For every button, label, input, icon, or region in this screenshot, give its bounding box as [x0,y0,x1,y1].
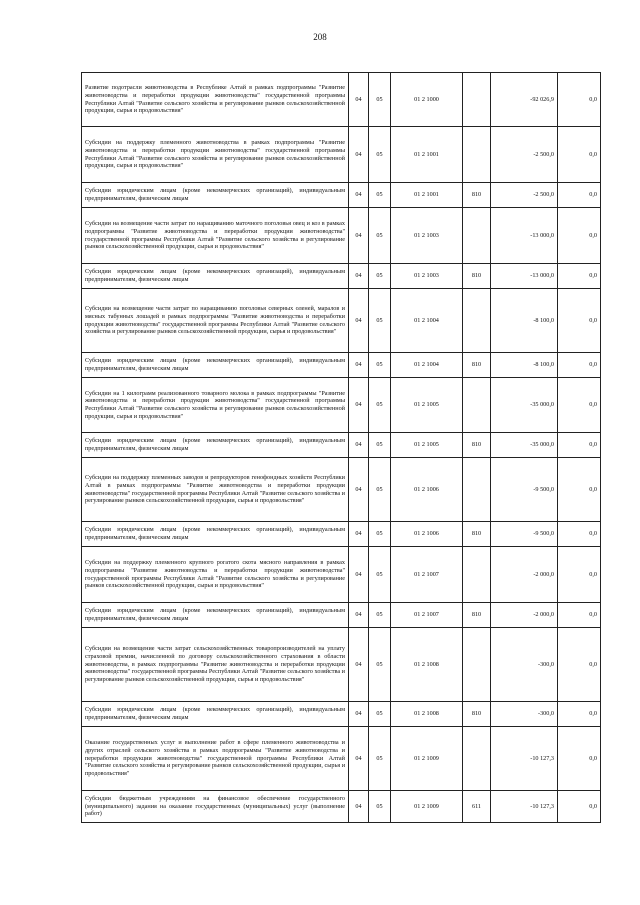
section-code-cell: 04 [349,378,369,433]
expense-name-cell: Субсидии юридическим лицам (кроме некоммерческих организаций), индивидуальным предпринимателям, физическим лицам [82,603,349,628]
change-amount-cell: 0,0 [558,603,601,628]
table-row [82,727,601,791]
expense-type-cell [463,628,491,702]
subsection-code-cell: 05 [369,289,391,353]
target-article-cell: 01 2 1007 [391,603,463,628]
change-amount-cell: 0,0 [558,727,601,791]
table-row [82,458,601,522]
expense-type-cell: 810 [463,603,491,628]
expense-name-cell: Субсидии юридическим лицам (кроме некоммерческих организаций), индивидуальным предпринимателям, физическим лицам [82,183,349,208]
expense-name-cell: Субсидии юридическим лицам (кроме некоммерческих организаций), индивидуальным предпринимателям, физическим лицам [82,522,349,547]
change-amount-cell: 0,0 [558,791,601,823]
table-row [82,208,601,264]
expense-name-cell: Субсидии на поддержку племенного животноводства в рамках подпрограммы "Развитие животноводства и переработки продукции животноводства" государственной программы Республики Алтай "Развитие сельского хозяйства и регулирование рынков сельскохозяйственной продукции, сырья и продовольствия" [82,127,349,183]
amount-cell: -13 000,0 [491,264,558,289]
target-article-cell: 01 2 1008 [391,628,463,702]
target-article-cell: 01 2 1006 [391,458,463,522]
subsection-code-cell: 05 [369,702,391,727]
amount-cell: -35 000,0 [491,378,558,433]
subsection-code-cell: 05 [369,522,391,547]
change-amount-cell: 0,0 [558,127,601,183]
expense-name-cell: Субсидии юридическим лицам (кроме некоммерческих организаций), индивидуальным предпринимателям, физическим лицам [82,702,349,727]
amount-cell: -2 000,0 [491,603,558,628]
target-article-cell: 01 2 1000 [391,73,463,127]
section-code-cell: 04 [349,73,369,127]
amount-cell: -300,0 [491,628,558,702]
section-code-cell: 04 [349,522,369,547]
target-article-cell: 01 2 1007 [391,547,463,603]
amount-cell: -2 500,0 [491,183,558,208]
amount-cell: -8 100,0 [491,289,558,353]
target-article-cell: 01 2 1003 [391,208,463,264]
section-code-cell: 04 [349,289,369,353]
section-code-cell: 04 [349,127,369,183]
expense-type-cell: 810 [463,702,491,727]
target-article-cell: 01 2 1006 [391,522,463,547]
amount-cell: -2 000,0 [491,547,558,603]
section-code-cell: 04 [349,208,369,264]
amount-cell: -92 026,9 [491,73,558,127]
change-amount-cell: 0,0 [558,458,601,522]
section-code-cell: 04 [349,791,369,823]
amount-cell: -13 000,0 [491,208,558,264]
section-code-cell: 04 [349,628,369,702]
subsection-code-cell: 05 [369,791,391,823]
amount-cell: -10 127,3 [491,791,558,823]
amount-cell: -9 500,0 [491,522,558,547]
expense-type-cell: 810 [463,353,491,378]
subsection-code-cell: 05 [369,378,391,433]
page-number: 208 [313,32,327,42]
section-code-cell: 04 [349,727,369,791]
change-amount-cell: 0,0 [558,433,601,458]
expense-type-cell [463,289,491,353]
expense-type-cell: 810 [463,183,491,208]
expense-name-cell: Субсидии на поддержку племенных заводов и репродукторов генофондных хозяйств Республики Алтай в рамках подпрограммы "Развитие животноводства и переработки продукции животноводства" государственной программы Республики Алтай "Развитие сельского хозяйства и регулирование рынков сельскохозяйственной продукции, сырья и продовольствия" [82,458,349,522]
amount-cell: -9 500,0 [491,458,558,522]
table-row [82,264,601,289]
target-article-cell: 01 2 1005 [391,433,463,458]
expense-name-cell: Субсидии на поддержку племенного крупного рогатого скота мясного направления в рамках подпрограммы "Развитие животноводства и переработки продукции животноводства" государственной программы Республики Алтай "Развитие сельского хозяйства и регулирование рынков сельскохозяйственной продукции, сырья и продовольствия" [82,547,349,603]
expense-type-cell [463,458,491,522]
expense-name-cell: Субсидии на 1 килограмм реализованного товарного молока в рамках подпрограммы "Развитие животноводства и переработки продукции животноводства" государственной программы Республики Алтай "Развитие сельского хозяйства и регулирование рынков сельскохозяйственной продукции, сырья и продовольствия" [82,378,349,433]
table-row [82,628,601,702]
expense-type-cell [463,727,491,791]
target-article-cell: 01 2 1005 [391,378,463,433]
subsection-code-cell: 05 [369,73,391,127]
expense-type-cell: 810 [463,433,491,458]
subsection-code-cell: 05 [369,603,391,628]
table-row [82,127,601,183]
table-row [82,183,601,208]
table-row [82,73,601,127]
target-article-cell: 01 2 1001 [391,183,463,208]
subsection-code-cell: 05 [369,183,391,208]
section-code-cell: 04 [349,458,369,522]
subsection-code-cell: 05 [369,458,391,522]
expense-type-cell [463,127,491,183]
expense-name-cell: Оказание государственных услуг и выполнение работ в сфере племенного животноводства и других отраслей сельского хозяйства в рамках подпрограммы "Развитие животноводства и переработки продукции животноводства" государственной программы Республики Алтай "Развитие сельского хозяйства и регулирование рынков сельскохозяйственной продукции, сырья и продовольствия" [82,727,349,791]
subsection-code-cell: 05 [369,353,391,378]
section-code-cell: 04 [349,603,369,628]
target-article-cell: 01 2 1009 [391,727,463,791]
expense-type-cell: 810 [463,522,491,547]
expense-name-cell: Субсидии бюджетным учреждениям на финансовое обеспечение государственного (муниципального) задания на оказание государственных (муниципальных) услуг (выполнение работ) [82,791,349,823]
amount-cell: -35 000,0 [491,433,558,458]
target-article-cell: 01 2 1009 [391,791,463,823]
subsection-code-cell: 05 [369,127,391,183]
table-row [82,522,601,547]
table-row [82,702,601,727]
change-amount-cell: 0,0 [558,73,601,127]
change-amount-cell: 0,0 [558,353,601,378]
change-amount-cell: 0,0 [558,264,601,289]
table-row [82,433,601,458]
section-code-cell: 04 [349,433,369,458]
expense-name-cell: Развитие подотрасли животноводства в Республике Алтай в рамках подпрограммы "Развитие животноводства и переработки продукции животноводства" государственной программы Республики Алтай "Развитие сельского хозяйства и регулирование рынков сельскохозяйственной продукции, сырья и продовольствия" [82,73,349,127]
section-code-cell: 04 [349,353,369,378]
subsection-code-cell: 05 [369,208,391,264]
subsection-code-cell: 05 [369,628,391,702]
expense-name-cell: Субсидии юридическим лицам (кроме некоммерческих организаций), индивидуальным предпринимателям, физическим лицам [82,433,349,458]
expense-name-cell: Субсидии на возмещение части затрат по наращиванию поголовья северных оленей, маралов и мясных табунных лошадей в рамках подпрограммы "Развитие животноводства и переработки продукции животноводства" государственной программы Республики Алтай "Развитие сельского хозяйства и регулирование рынков сельскохозяйственной продукции, сырья и продовольствия" [82,289,349,353]
expense-type-cell [463,73,491,127]
section-code-cell: 04 [349,702,369,727]
change-amount-cell: 0,0 [558,183,601,208]
expense-type-cell [463,547,491,603]
change-amount-cell: 0,0 [558,522,601,547]
section-code-cell: 04 [349,264,369,289]
section-code-cell: 04 [349,547,369,603]
expense-type-cell: 611 [463,791,491,823]
subsection-code-cell: 05 [369,727,391,791]
amount-cell: -8 100,0 [491,353,558,378]
budget-table [81,72,601,823]
expense-name-cell: Субсидии на возмещение части затрат по наращиванию маточного поголовья овец и коз в рамках подпрограммы "Развитие животноводства и переработки продукции животноводства" государственной программы Республики Алтай "Развитие сельского хозяйства и регулирование рынков сельскохозяйственной продукции, сырья и продовольствия" [82,208,349,264]
change-amount-cell: 0,0 [558,628,601,702]
expense-name-cell: Субсидии юридическим лицам (кроме некоммерческих организаций), индивидуальным предпринимателям, физическим лицам [82,353,349,378]
subsection-code-cell: 05 [369,433,391,458]
change-amount-cell: 0,0 [558,547,601,603]
table-row [82,547,601,603]
table-row [82,353,601,378]
section-code-cell: 04 [349,183,369,208]
amount-cell: -2 500,0 [491,127,558,183]
target-article-cell: 01 2 1001 [391,127,463,183]
change-amount-cell: 0,0 [558,378,601,433]
table-row [82,603,601,628]
table-row [82,289,601,353]
budget-table-body [82,73,601,823]
change-amount-cell: 0,0 [558,289,601,353]
target-article-cell: 01 2 1004 [391,353,463,378]
target-article-cell: 01 2 1008 [391,702,463,727]
subsection-code-cell: 05 [369,264,391,289]
table-row [82,378,601,433]
target-article-cell: 01 2 1003 [391,264,463,289]
expense-name-cell: Субсидии юридическим лицам (кроме некоммерческих организаций), индивидуальным предпринимателям, физическим лицам [82,264,349,289]
change-amount-cell: 0,0 [558,208,601,264]
expense-type-cell: 810 [463,264,491,289]
table-row [82,791,601,823]
target-article-cell: 01 2 1004 [391,289,463,353]
expense-type-cell [463,378,491,433]
expense-name-cell: Субсидии на возмещение части затрат сельскохозяйственных товаропроизводителей на уплату страховой премии, начисленной по договору сельскохозяйственного страхования в области животноводства, в рамках подпрограммы "Развитие животноводства и переработки продукции животноводства" государственной программы Республики Алтай "Развитие сельского хозяйства и регулирование рынков сельскохозяйственной продукции, сырья и продовольствия" [82,628,349,702]
amount-cell: -300,0 [491,702,558,727]
amount-cell: -10 127,3 [491,727,558,791]
expense-type-cell [463,208,491,264]
change-amount-cell: 0,0 [558,702,601,727]
subsection-code-cell: 05 [369,547,391,603]
